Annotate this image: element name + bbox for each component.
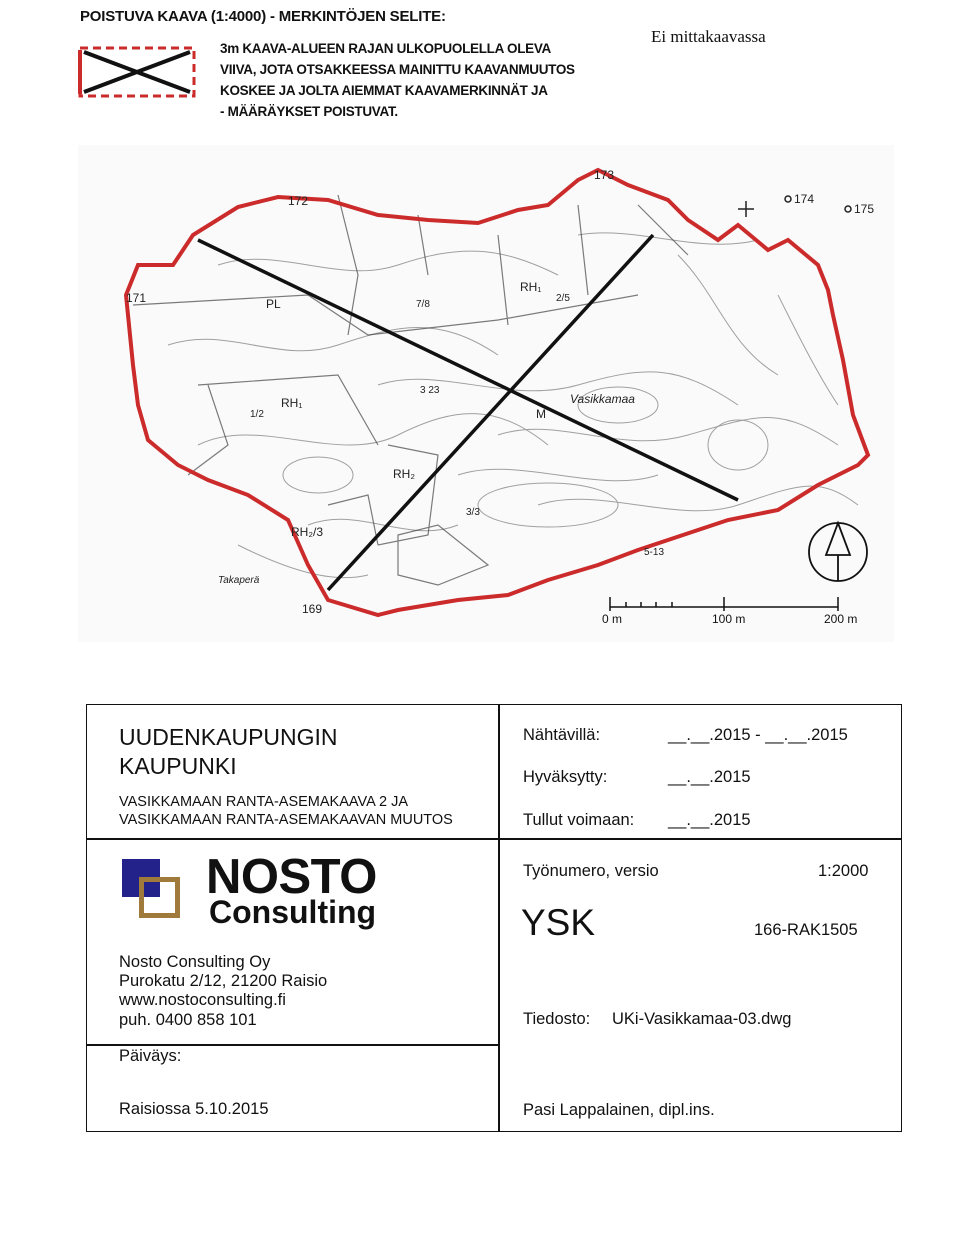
legend-line-1: 3m KAAVA-ALUEEN RAJAN ULKOPUOLELLA OLEVA — [220, 41, 552, 56]
point-175: 175 — [854, 202, 875, 216]
company-address: Purokatu 2/12, 21200 Raisio — [119, 972, 328, 990]
title-block-divider — [498, 704, 500, 1132]
legend-line-2: VIIVA, JOTA OTSAKKEESSA MAINITTU KAAVANMUUTOS — [220, 62, 575, 77]
tyonumero-label: Työnumero, versio — [523, 862, 659, 880]
voimaan-value: __.__.2015 — [668, 811, 751, 829]
ysk-code: YSK — [521, 902, 596, 943]
plan-map — [78, 145, 894, 642]
legend-boundary-symbol — [78, 46, 196, 98]
legend-line-3: KOSKEE JA JOLTA AIEMMAT KAAVAMERKINNÄT JA — [220, 83, 548, 98]
nosto-logo-word: NOSTO — [206, 850, 377, 904]
label-2-5: 2/5 — [556, 293, 570, 304]
label-takapera: Takaperä — [218, 575, 260, 586]
scale-note: Ei mittakaavassa — [651, 27, 766, 46]
label-pl: PL — [266, 297, 281, 311]
hyvaksytty-value: __.__.2015 — [668, 768, 751, 786]
label-vasikkamaa: Vasikkamaa — [570, 392, 635, 406]
label-1-2: 1/2 — [250, 409, 264, 420]
scale-mid: 100 m — [712, 612, 746, 626]
point-171: 171 — [126, 291, 147, 305]
city-line-2: KAUPUNKI — [119, 753, 237, 779]
label-rh3: RH₂/3 — [291, 525, 323, 539]
label-7-8: 7/8 — [416, 299, 430, 310]
point-174: 174 — [794, 192, 815, 206]
plan-line-1: VASIKKAMAAN RANTA-ASEMAKAAVA 2 JA — [119, 794, 409, 810]
hyvaksytty-label: Hyväksytty: — [523, 768, 608, 786]
title-block-row-line-1 — [86, 838, 902, 840]
label-rh1b: RH₁ — [281, 396, 303, 410]
point-173: 173 — [594, 168, 615, 182]
consulting-logo-word: Consulting — [209, 894, 377, 930]
nosto-logo-square-bronze — [139, 877, 180, 918]
nahtavilla-value: __.__.2015 - __.__.2015 — [668, 726, 848, 744]
company-name: Nosto Consulting Oy — [119, 953, 271, 971]
scale-value: 1:2000 — [818, 862, 869, 880]
company-phone: puh. 0400 858 101 — [119, 1011, 257, 1029]
city-line-1: UUDENKAUPUNGIN — [119, 724, 338, 750]
job-number: 166-RAK1505 — [754, 921, 858, 939]
scale-end: 200 m — [824, 612, 858, 626]
label-rh1: RH₁ — [520, 280, 542, 294]
tiedosto-label: Tiedosto: — [523, 1010, 591, 1028]
voimaan-label: Tullut voimaan: — [523, 811, 635, 829]
label-m: M — [536, 407, 546, 421]
label-5-13: 5-13 — [644, 547, 665, 558]
label-3-23: 3 23 — [420, 385, 440, 396]
signer: Pasi Lappalainen, dipl.ins. — [523, 1101, 715, 1119]
point-172: 172 — [288, 194, 309, 208]
nahtavilla-label: Nähtävillä: — [523, 726, 601, 744]
label-3-3: 3/3 — [466, 507, 480, 518]
place-date: Raisiossa 5.10.2015 — [119, 1100, 269, 1118]
plan-line-2: VASIKKAMAAN RANTA-ASEMAKAAVAN MUUTOS — [119, 812, 453, 828]
label-rh2: RH₂ — [393, 467, 415, 481]
company-website: www.nostoconsulting.fi — [119, 991, 286, 1009]
tiedosto-value: UKi-Vasikkamaa-03.dwg — [612, 1010, 792, 1028]
scale-zero: 0 m — [602, 612, 623, 626]
legend-title: POISTUVA KAAVA (1:4000) - MERKINTÖJEN SELITE: — [80, 8, 446, 25]
legend-line-4: - MÄÄRÄYKSET POISTUVAT. — [220, 104, 398, 119]
title-block-row-line-2 — [86, 1044, 499, 1046]
point-169: 169 — [302, 602, 323, 616]
paivays-label: Päiväys: — [119, 1047, 182, 1065]
